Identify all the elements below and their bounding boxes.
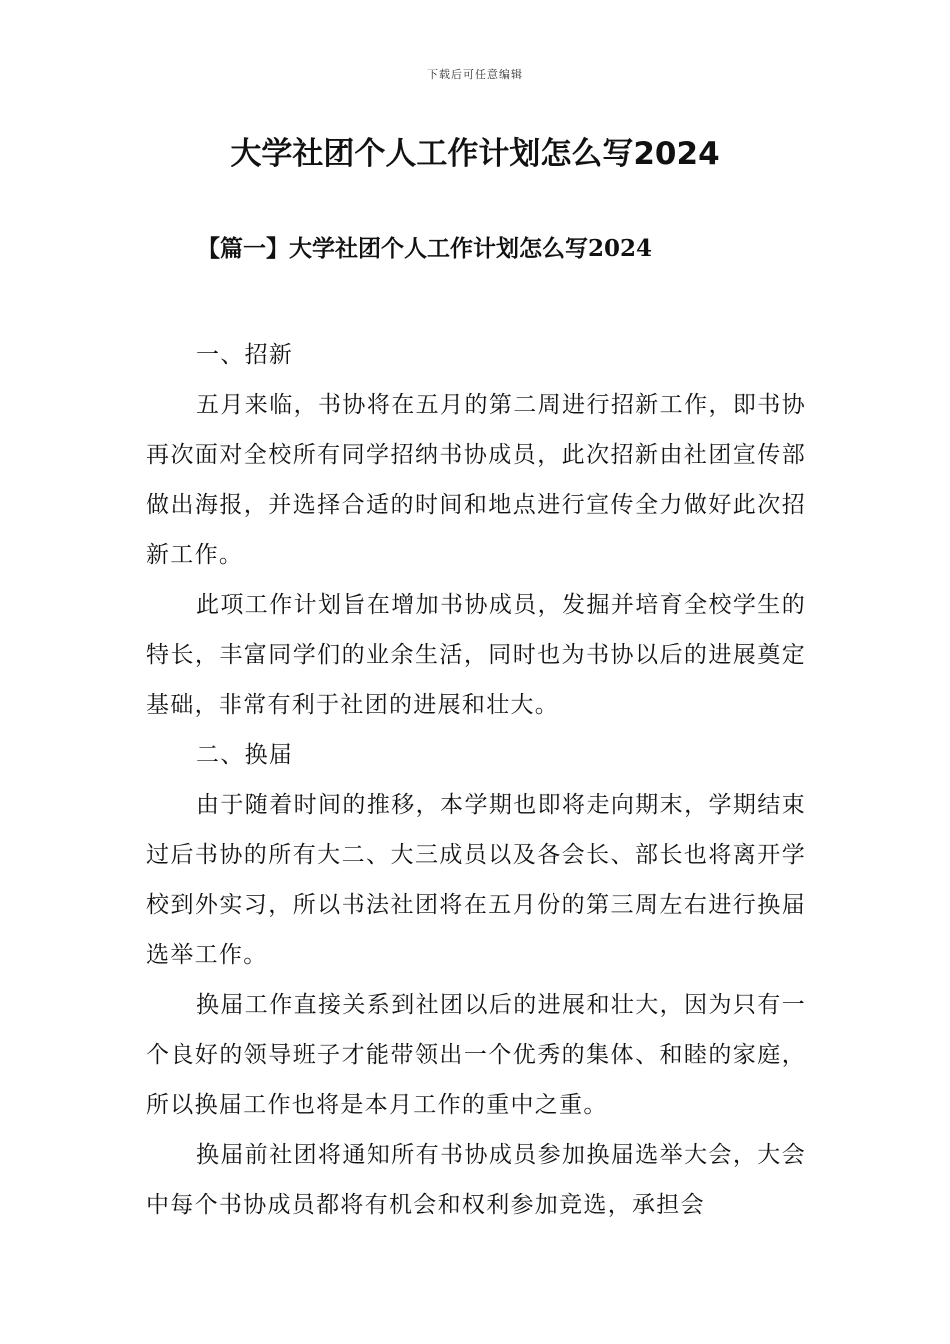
section-title: 【篇一】大学社团个人工作计划怎么写2024 xyxy=(197,235,653,262)
heading-election: 二、换届 xyxy=(196,742,294,768)
document-body xyxy=(146,330,806,1230)
document-title: 大学社团个人工作计划怎么写2024 xyxy=(230,136,720,172)
header-note: 下载后可任意编辑 xyxy=(427,68,523,81)
paragraph: 此项工作计划旨在增加书协成员，发掘并培育全校学生的特长，丰富同学们的业余生活，同时也为书协以后的进展奠定基础，非常有利于社团的进展和壮大。 xyxy=(146,592,806,718)
paragraph: 换届工作直接关系到社团以后的进展和壮大，因为只有一个良好的领导班子才能带领出一个优秀的集体、和睦的家庭，所以换届工作也将是本月工作的重中之重。 xyxy=(146,992,806,1118)
paragraph: 换届前社团将通知所有书协成员参加换届选举大会，大会中每个书协成员都将有机会和权利参加竞选，承担会 xyxy=(146,1142,806,1218)
heading-recruitment: 一、招新 xyxy=(196,342,294,368)
paragraph: 由于随着时间的推移，本学期也即将走向期末，学期结束过后书协的所有大二、大三成员以及各会长、部长也将离开学校到外实习，所以书法社团将在五月份的第三周左右进行换届选举工作。 xyxy=(146,792,806,968)
paragraph: 五月来临，书协将在五月的第二周进行招新工作，即书协再次面对全校所有同学招纳书协成员，此次招新由社团宣传部做出海报，并选择合适的时间和地点进行宣传全力做好此次招新工作。 xyxy=(146,392,806,568)
